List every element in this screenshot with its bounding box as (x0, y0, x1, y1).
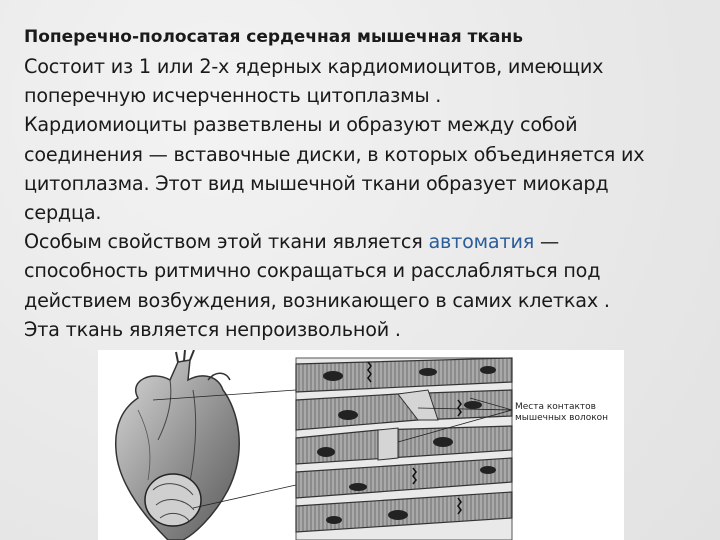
heart-muscle-figure (98, 350, 624, 540)
body-line-6: сердца. (24, 201, 102, 225)
body-line-3: Кардиомиоциты разветвлены и образуют между собой (24, 113, 578, 137)
heart-drawing (116, 350, 239, 540)
cardiac-tissue-drawing (296, 358, 512, 540)
body-line-9: действием возбуждения, возникающего в самих клетках . (24, 288, 610, 312)
callout-label-line-1: Места контактов (515, 402, 596, 412)
body-line-10: Эта ткань является непроизвольной . (24, 317, 401, 341)
body-line-4: соединения — вставочные диски, в которых объединяется их (24, 142, 645, 166)
body-line-5: цитоплазма. Этот вид мышечной ткани образует миокард (24, 171, 609, 195)
body-line-2: поперечную исчерченность цитоплазмы . (24, 84, 442, 108)
slide-body (24, 52, 704, 344)
callout-label (515, 402, 608, 424)
body-line-1: Состоит из 1 или 2-х ядерных кардиомиоцитов, имеющих (24, 55, 604, 78)
automaticity-link[interactable]: автоматия (428, 230, 535, 254)
body-line-7 (24, 227, 704, 256)
body-line-8: способность ритмично сокращаться и расслабляться под (24, 259, 601, 283)
callout-label-line-2: мышечных волокон (515, 413, 609, 423)
heart-muscle-illustration (98, 350, 624, 540)
slide-title: Поперечно-полосатая сердечная мышечная ткань (24, 27, 523, 47)
body-line-7-end: — (534, 230, 559, 254)
body-line-7-start: Особым свойством этой ткани является (24, 230, 429, 254)
